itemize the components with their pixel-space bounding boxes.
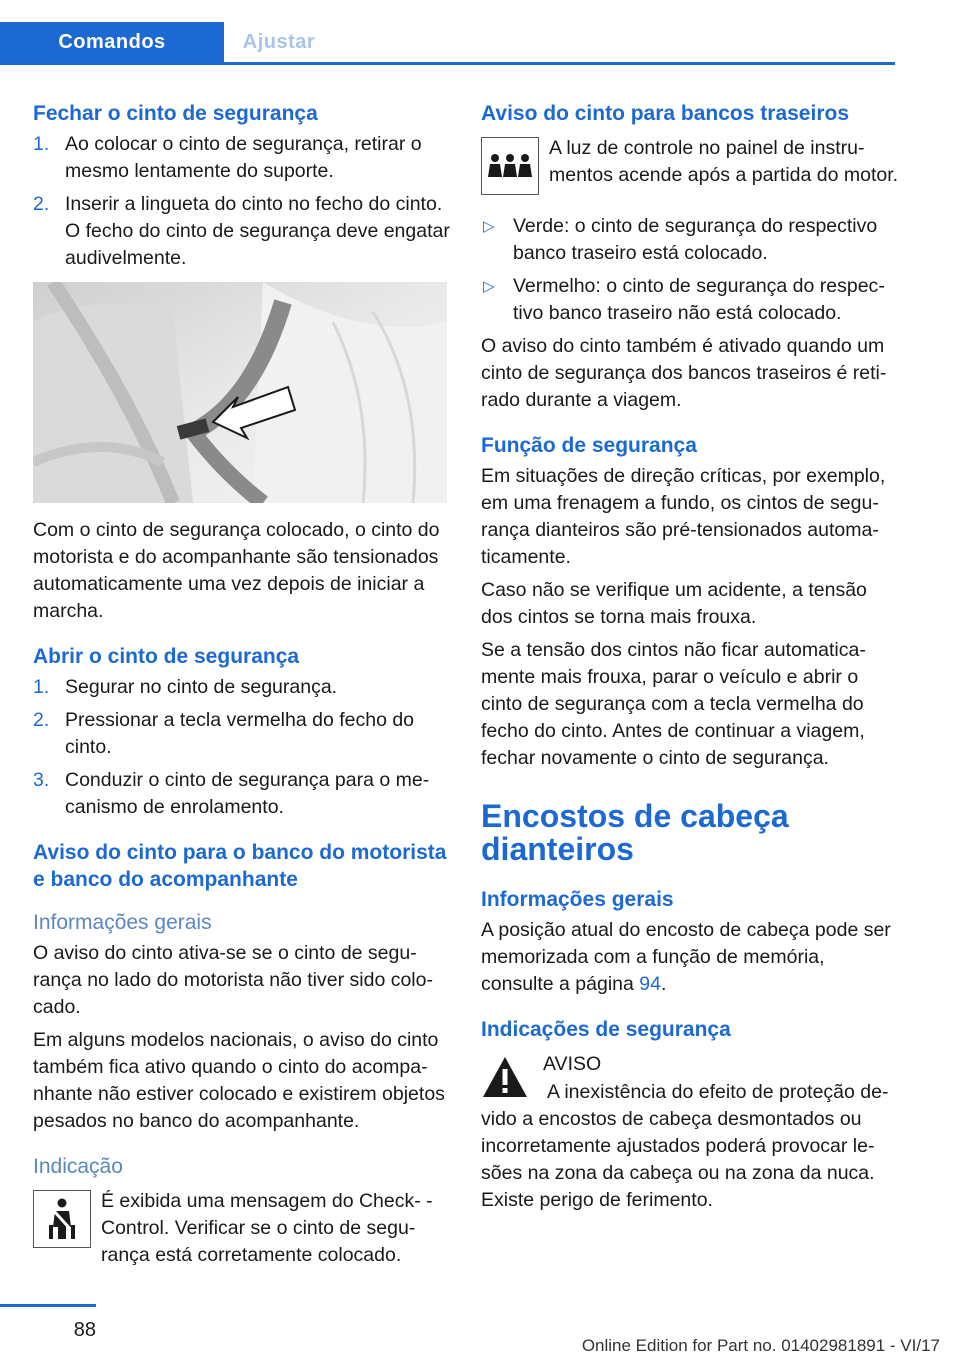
list-text: Verde: o cinto de segurança do respectivo banco traseiro está colocado. [513, 215, 878, 264]
heading-funcao-seguranca: Função de segurança [481, 434, 697, 457]
heading-informacoes-gerais: Informações gerais [33, 911, 212, 934]
period: . [661, 973, 667, 995]
heading-informacoes-gerais-encostos: Informações gerais [481, 888, 674, 911]
steps-abrir [33, 674, 453, 821]
paragraph: Em situações de direção críticas, por exemplo, em uma frenagem a fundo, os cintos de segurança dianteiros são pré-tensionados automaticamente. [481, 465, 886, 568]
list-item [33, 191, 453, 272]
step-text: Conduzir o cinto de segurança para o mecanismo de enrolamento. [65, 769, 430, 818]
triangle-bullet-icon: ▷ [483, 278, 495, 295]
footer-edition: Online Edition for Part no. 01402981891 - VI/17 [581, 1336, 940, 1355]
heading-aviso-traseiros: Aviso do cinto para bancos traseiros [481, 102, 849, 125]
paragraph: Caso não se verifique um acidente, a tensão dos cintos se torna mais frouxa. [481, 579, 867, 628]
list-item [33, 131, 453, 185]
warning-text: A inexistência do efeito de proteção devido a encostos de cabeça desmontados ou incorretamente ajustados poderá provocar lesões na zona da cabeça ou na zona da nuca. Existe perigo de ferimento. [481, 1081, 889, 1211]
step-number: 2. [33, 193, 50, 215]
step-number: 1. [33, 133, 50, 155]
paragraph [481, 917, 901, 998]
triangle-bullet-icon: ▷ [483, 218, 495, 235]
status-list [481, 213, 901, 327]
list-item [33, 707, 453, 761]
right-column [481, 100, 901, 1220]
traseiros-icon-text: A luz de controle no painel de instrumentos acende após a partida do motor. [549, 137, 899, 186]
heading-fechar: Fechar o cinto de segurança [33, 102, 318, 125]
paragraph: Com o cinto de segurança colocado, o cinto do motorista e do acompanhante são tensionados automaticamente uma vez depois de iniciar a marcha. [33, 519, 440, 622]
heading-aviso-motorista: Aviso do cinto para o banco do motorista e banco do acompanhante [33, 841, 447, 891]
heading-encostos: Encostos de cabeça dianteiros [481, 798, 789, 867]
heading-abrir: Abrir o cinto de segurança [33, 645, 300, 668]
warning-triangle-icon [481, 1055, 529, 1103]
step-text: Inserir a lingueta do cinto no fecho do cinto. O fecho do cinto de segurança deve engatar audivelmente. [65, 193, 450, 269]
heading-indicacao: Indicação [33, 1155, 123, 1178]
paragraph: Em alguns modelos nacionais, o aviso do cinto também fica ativo quando o cinto do acompanhante não estiver colocado e existirem objetos pesados no banco do acompanhante. [33, 1029, 445, 1132]
info-text: A posição atual do encosto de cabeça pode ser memorizada com a função de memória, consulte a página [481, 919, 891, 995]
paragraph: O aviso do cinto ativa-se se o cinto de segurança no lado do motorista não tiver sido colocado. [33, 942, 433, 1018]
steps-fechar [33, 131, 453, 272]
list-item [33, 767, 453, 821]
page-number: 88 [0, 1304, 96, 1342]
indicacao-note [33, 1188, 453, 1269]
seatbelt-photo [33, 282, 447, 503]
step-number: 3. [33, 769, 50, 791]
paragraph: Se a tensão dos cintos não ficar automaticamente mais frouxa, parar o veículo e abrir o cinto de segurança com a tecla vermelha do fecho do cinto. Antes de continuar a viagem, fechar novamente o cinto de segurança. [481, 639, 866, 769]
list-item [33, 674, 453, 701]
warning-label: AVISO [543, 1053, 602, 1075]
tab-ajustar[interactable]: Ajustar [242, 30, 316, 53]
tab-comandos[interactable]: Comandos [0, 22, 224, 62]
indicacao-text: É exibida uma mensagem do Check- -Control. Verificar se o cinto de segurança está corretamente colocado. [101, 1190, 433, 1266]
list-text: Vermelho: o cinto de segurança do respectivo banco traseiro não está colocado. [513, 275, 885, 324]
heading-indicacoes-seguranca: Indicações de segurança [481, 1018, 731, 1041]
left-column [33, 100, 453, 1275]
step-text: Pressionar a tecla vermelha do fecho do cinto. [65, 709, 415, 758]
paragraph: O aviso do cinto também é ativado quando um cinto de segurança dos bancos traseiros é retirado durante a viagem. [481, 335, 887, 411]
list-item [481, 273, 901, 327]
tab-bar [0, 22, 895, 65]
page-link[interactable]: 94 [639, 973, 661, 995]
step-text: Ao colocar o cinto de segurança, retirar o mesmo lentamente do suporte. [65, 133, 422, 182]
list-item [481, 213, 901, 267]
step-number: 1. [33, 676, 50, 698]
step-number: 2. [33, 709, 50, 731]
seatbelt-warning-icon [33, 1190, 91, 1248]
traseiros-note [481, 135, 901, 195]
rear-seat-occupants-icon [481, 137, 539, 195]
step-text: Segurar no cinto de segurança. [65, 676, 338, 698]
